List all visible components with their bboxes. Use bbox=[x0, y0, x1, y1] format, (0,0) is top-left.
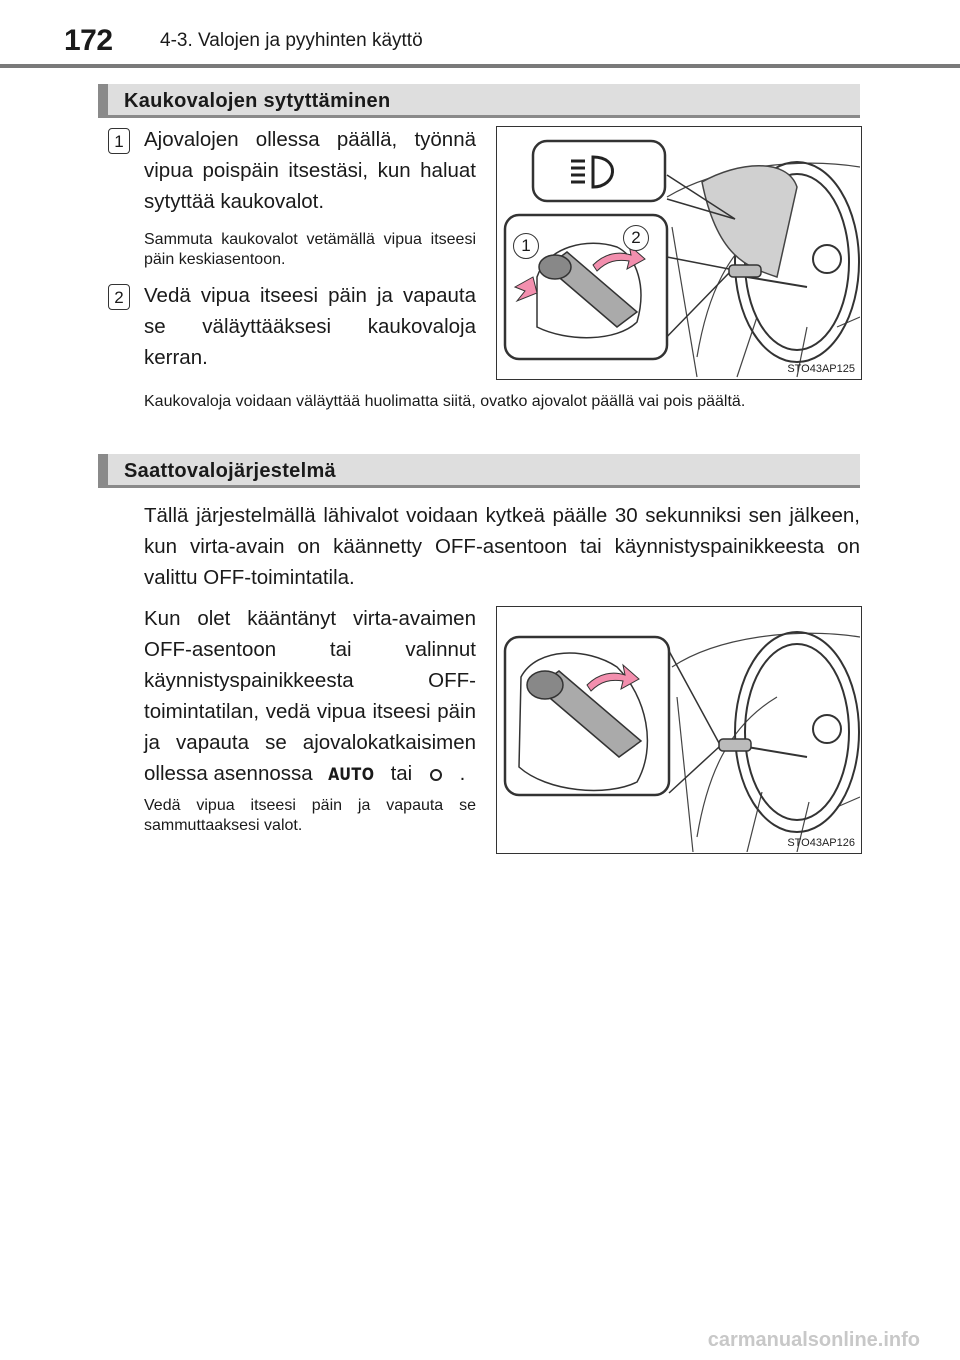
page-number: 172 bbox=[64, 24, 113, 57]
instruction-or: tai bbox=[390, 762, 413, 785]
section-title: Saattovalojärjestelmä bbox=[124, 460, 336, 482]
section-title: Kaukovalojen sytyttäminen bbox=[124, 90, 391, 112]
high-beam-icon bbox=[567, 153, 627, 191]
auto-label: AUTO bbox=[328, 765, 375, 786]
section-2-note: Vedä vipua itseesi päin ja vapauta se sammuttaaksesi valot. bbox=[144, 797, 476, 834]
figure-code: STO43AP126 bbox=[787, 837, 855, 849]
section-2-intro: Tällä järjestelmällä lähivalot voidaan kytkeä päälle 30 sekunniksi sen jälkeen, kun virta-avain on käännetty OFF-asentoon tai käynnistyspainikkeesta on valittu OFF-toimintatila. bbox=[144, 504, 860, 589]
watermark: carmanualsonline.info bbox=[707, 1329, 920, 1351]
callout-2: 2 bbox=[623, 225, 649, 251]
step-2-badge: 2 bbox=[108, 284, 130, 310]
figure-follow-me-home-lever bbox=[496, 606, 862, 854]
section-2-instruction bbox=[144, 603, 476, 791]
auto-icon bbox=[324, 758, 379, 791]
step-1-text: Ajovalojen ollessa päällä, työnnä vipua poispäin itsestäsi, kun haluat sytyttää kaukovalot. bbox=[144, 128, 476, 213]
figure-high-beam-lever bbox=[496, 126, 862, 380]
header-rule bbox=[0, 64, 960, 68]
step-1-badge: 1 bbox=[108, 128, 130, 154]
headlight-on-icon bbox=[422, 765, 450, 785]
figure-code: STO43AP125 bbox=[787, 363, 855, 375]
step-2-text: Vedä vipua itseesi päin ja vapauta se väläyttääksesi kaukovaloja kerran. bbox=[144, 284, 476, 369]
section-1-note: Kaukovaloja voidaan väläyttää huolimatta siitä, ovatko ajovalot päällä vai pois päältä. bbox=[144, 393, 746, 410]
section-header-follow-me-home bbox=[98, 454, 860, 488]
lever-illustration bbox=[497, 127, 860, 378]
step-1-note: Sammuta kaukovalot vetämällä vipua itseesi päin keskiasentoon. bbox=[144, 231, 476, 268]
chapter-title: 4-3. Valojen ja pyyhinten käyttö bbox=[160, 30, 423, 51]
instruction-end: . bbox=[459, 762, 466, 785]
callout-1: 1 bbox=[513, 233, 539, 259]
section-header-high-beam bbox=[98, 84, 860, 118]
instruction-text: Kun olet kääntänyt virta-avaimen OFF-asentoon tai valinnut käynnistyspainikkeesta OFF-toimintatilan, vedä vipua itseesi päin ja vapauta se ajovalokatkaisimen ollessa asennossa bbox=[144, 607, 476, 785]
lever-illustration-2 bbox=[497, 607, 860, 852]
